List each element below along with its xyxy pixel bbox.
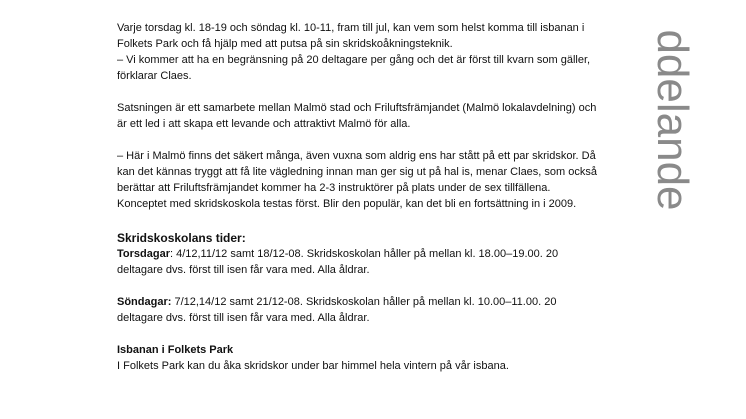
- article-body: [117, 20, 597, 374]
- sundays-label: Söndagar:: [117, 296, 172, 308]
- collaboration-paragraph: Satsningen är ett samarbete mellan Malmö stad och Friluftsfrämjandet (Malmö lokalavdelning) och är ett led i att skapa ett levande och attraktivt Malmö för alla.: [117, 102, 597, 130]
- claes-quote-paragraph: – Vi kommer att ha en begränsning på 20 deltagare per gång och det är först till kvarn som gäller, förklarar Claes.: [117, 54, 591, 82]
- side-vertical-title: ddelande: [648, 29, 697, 211]
- sundays-text: 7/12,14/12 samt 21/12-08. Skridskoskolan håller på mellan kl. 10.00–11.00. 20 deltagare dvs. först till isen får vara med. Alla åldrar.: [117, 296, 557, 324]
- sundays-schedule: [117, 294, 597, 326]
- thursdays-schedule: [117, 246, 597, 278]
- rink-heading: Isbanan i Folkets Park: [117, 344, 234, 356]
- rink-paragraph: I Folkets Park kan du åka skridskor under bar himmel hela vintern på vår isbana.: [117, 360, 509, 372]
- times-heading: Skridskoskolans tider:: [117, 231, 246, 245]
- thursdays-label: Torsdagar: [117, 248, 170, 260]
- intro-paragraph: Varje torsdag kl. 18-19 och söndag kl. 10-11, fram till jul, kan vem som helst komma till isbanan i Folkets Park och få hjälp med att putsa på sin skridskoåkningsteknik.: [117, 22, 585, 50]
- thursdays-text: : 4/12,11/12 samt 18/12-08. Skridskoskolan håller på mellan kl. 18.00–19.00. 20 deltagare dvs. först till isen får vara med. Alla åldrar.: [117, 248, 559, 276]
- instructors-paragraph: – Här i Malmö finns det säkert många, även vuxna som aldrig ens har stått på ett par skridskor. Då kan det kännas tryggt att få lite vägledning innan man ger sig ut på hal is, menar Claes, som också berättar att Friluftsfrämjandet kommer ha 2-3 instruktörer på plats under de sex tillfällena. Konceptet med skridskoskola testas först. Blir den populär, kan det bli en fortsättning in i 2009.: [117, 150, 597, 210]
